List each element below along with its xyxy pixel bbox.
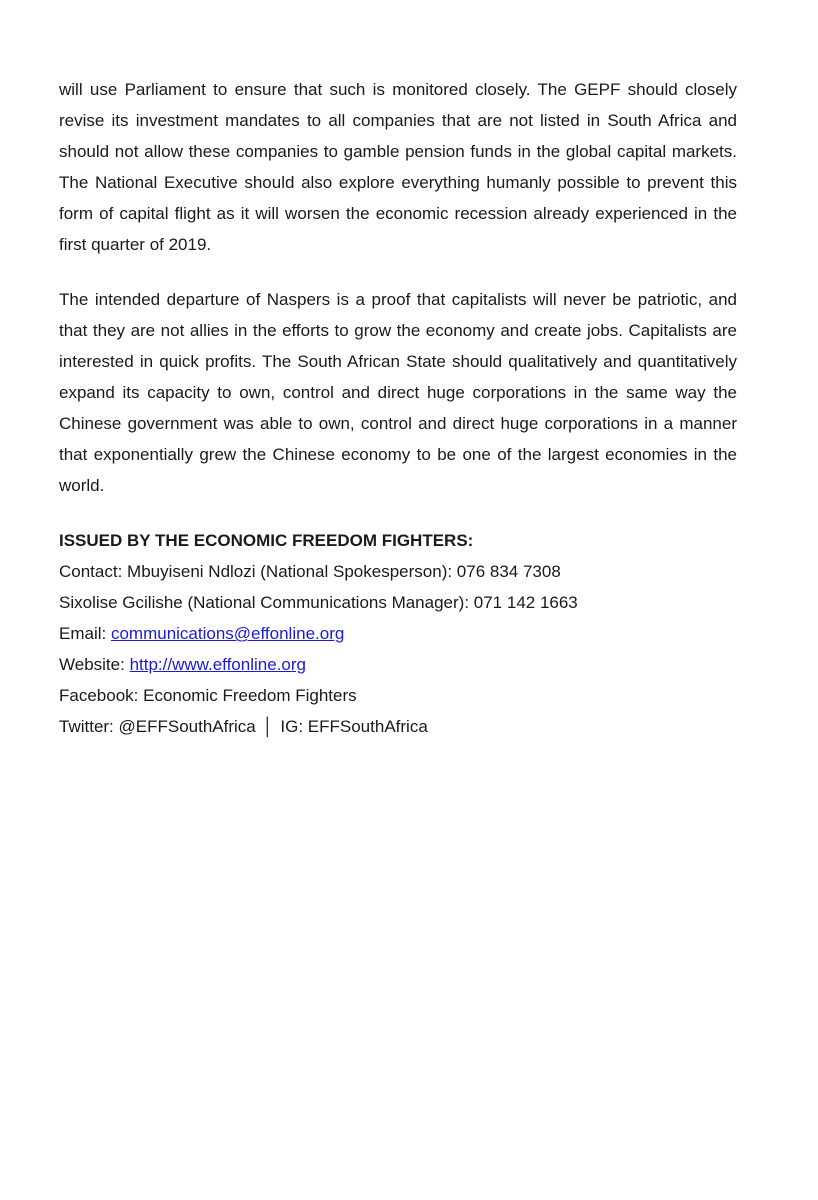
social-line: [59, 711, 737, 742]
body-paragraph-2: The intended departure of Naspers is a proof that capitalists will never be patriotic, and that they are not allies in the efforts to grow the economy and create jobs. Capitalists are interested in quick profits. The South African State should qualitatively and quantitatively expand its capacity to own, control and direct huge corporations in the same way the Chinese government was able to own, control and direct huge corporations in a manner that exponentially grew the Chinese economy to be one of the largest economies in the world.: [59, 290, 737, 495]
website-label: Website:: [59, 655, 130, 674]
instagram-handle: IG: EFFSouthAfrica: [280, 717, 428, 736]
communications-manager-contact: Sixolise Gcilishe (National Communications Manager): 071 142 1663: [59, 593, 578, 612]
body-paragraph-1: will use Parliament to ensure that such is monitored closely. The GEPF should closely revise its investment mandates to all companies that are not listed in South Africa and should not allow these companies to gamble pension funds in the global capital markets. The National Executive should also explore everything humanly possible to prevent this form of capital flight as it will worsen the economic recession already experienced in the first quarter of 2019.: [59, 80, 737, 254]
spokesperson-contact: Contact: Mbuyiseni Ndlozi (National Spokesperson): 076 834 7308: [59, 562, 561, 581]
document-page: [59, 74, 737, 742]
separator: │: [262, 717, 274, 736]
website-line: [59, 649, 737, 680]
facebook-line: Facebook: Economic Freedom Fighters: [59, 686, 357, 705]
issued-by-section: [59, 525, 737, 742]
twitter-handle: Twitter: @EFFSouthAfrica: [59, 717, 256, 736]
email-link[interactable]: communications@effonline.org: [110, 624, 345, 643]
issued-by-heading: ISSUED BY THE ECONOMIC FREEDOM FIGHTERS:: [59, 531, 474, 550]
email-line: [59, 618, 737, 649]
website-link[interactable]: http://www.effonline.org: [129, 655, 306, 674]
email-label: Email:: [59, 624, 111, 643]
